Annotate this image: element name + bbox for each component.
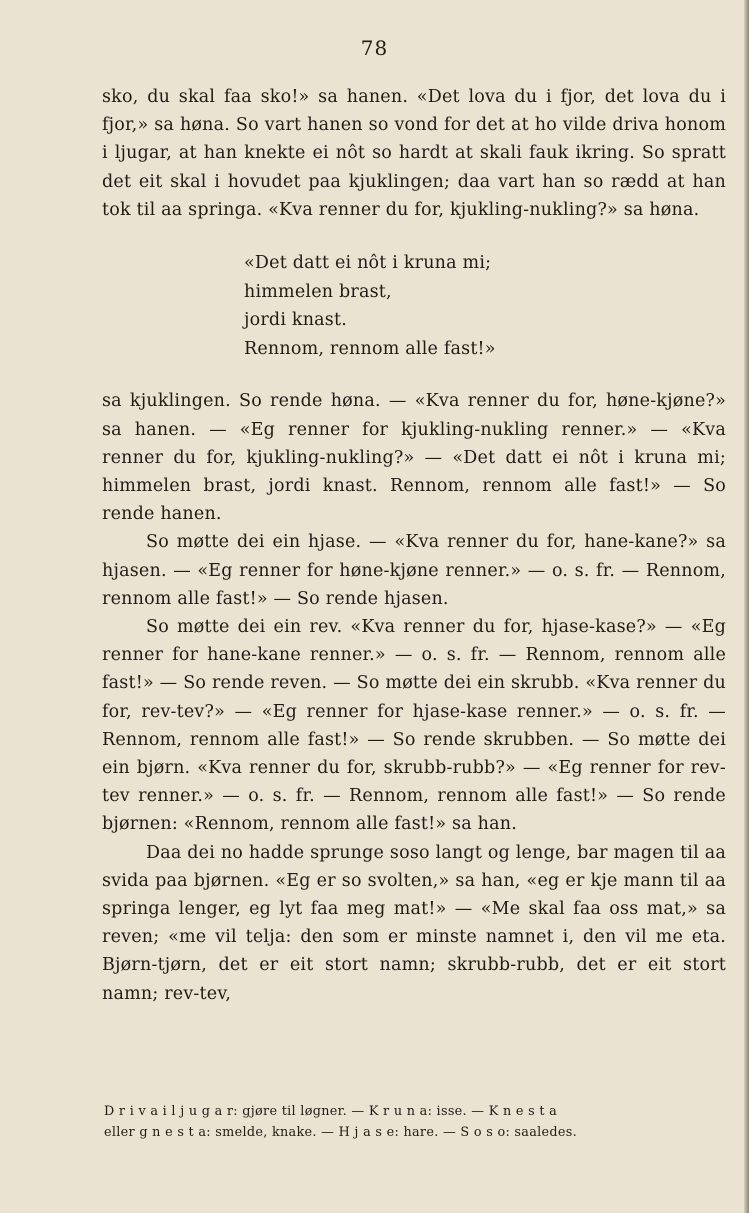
paragraph: So møtte dei ein hjase. — «Kva renner du for, hane-kane?» sa hjasen. — «Eg renner for høne-kjøne renner.» — o. s. fr. — Rennom, rennom alle fast!» — So rende hjasen. [102,532,726,609]
verse-line: jordi knast. [244,310,347,331]
verse-line: himmelen brast, [244,281,392,302]
paragraph: sko, du skal faa sko!» sa hanen. «Det lova du i fjor, det lova du i fjor,» sa høna. So vart hanen so vond for det at ho vilde driva honom i ljugar, at han knekte ei nôt so hardt at skali fauk ikring. So spratt det eit skal i hovudet paa kjuklingen; daa vart han so rædd at han tok til aa springa. «Kva renner du for, kjukling-nukling?» sa høna. [102,87,726,220]
footnotes [104,1101,728,1143]
page-edge-shadow [744,0,749,1213]
verse-line: Rennom, rennom alle fast!» [244,338,496,359]
paragraph: sa kjuklingen. So rende høna. — «Kva renner du for, høne-kjøne?» sa hanen. — «Eg renner for kjukling-nukling renner.» — «Kva renner du for, kjukling-nukling?» — «Det datt ei nôt i kruna mi; himmelen brast, jordi knast. Rennom, rennom alle fast!» — So rende hanen. [102,391,726,525]
verse [244,249,726,363]
footnote-line: eller g n e s t a: smelde, knake. — H j a s e: hare. — S o s o: saaledes. [104,1125,578,1140]
page-number: 78 [360,36,389,60]
main-text [102,83,726,1008]
paragraph: So møtte dei ein rev. «Kva renner du for, hjase-kase?» — «Eg renner for hane-kane renner.» — o. s. fr. — Rennom, rennom alle fast!» — So rende reven. — So møtte dei ein skrubb. «Kva renner du for, rev-tev?» — «Eg renner for hjase-kase renner.» — o. s. fr. — Rennom, rennom alle fast!» — So rende skrubben. — So møtte dei ein bjørn. «Kva renner du for, skrubb-rubb?» — «Eg renner for rev-tev renner.» — o. s. fr. — Rennom, rennom alle fast!» — So rende bjørnen: «Rennom, rennom alle fast!» sa han. [102,617,726,835]
verse-line: «Det datt ei nôt i kruna mi; [244,253,492,274]
footnote-line: D r i v a i l j u g a r: gjøre til løgner. — K r u n a: isse. — K n e s t a [104,1104,558,1119]
paragraph: Daa dei no hadde sprunge soso langt og lenge, bar magen til aa svida paa bjørnen. «Eg er so svolten,» sa han, «eg er kje mann til aa springa lenger, eg lyt faa meg mat!» — «Me skal faa oss mat,» sa reven; «me vil telja: den som er minste namnet i, den vil me eta. Bjørn-tjørn, det er eit stort namn; skrubb-rubb, det er eit stort namn; rev-tev, [102,842,726,1004]
